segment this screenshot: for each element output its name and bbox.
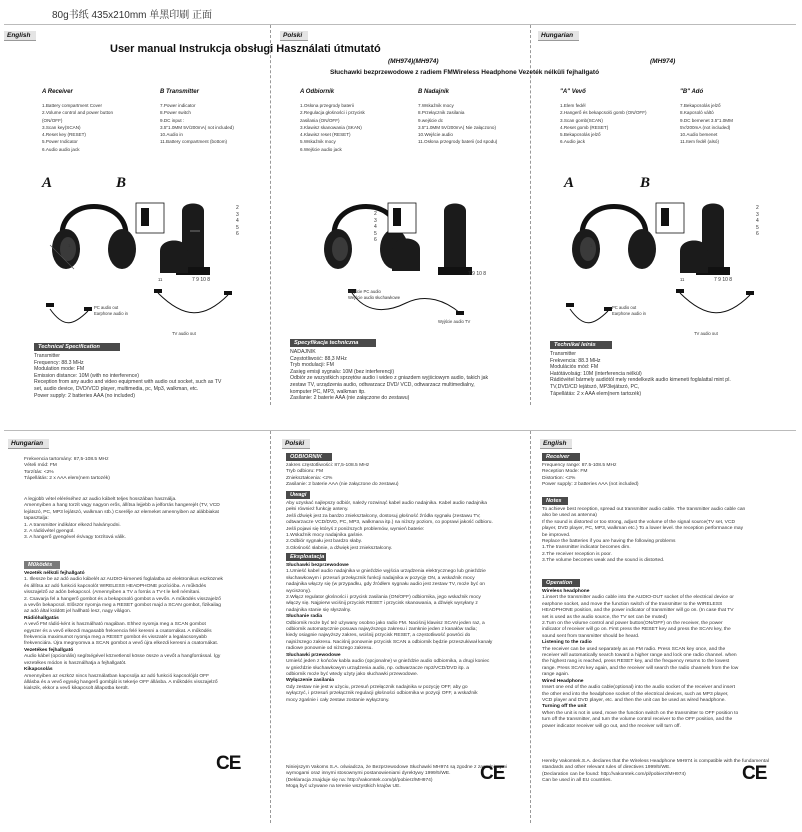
note-line: Replace the batteries if you are having the following problems (542, 539, 676, 545)
callout-number: 11 (680, 277, 685, 282)
cable-label: Wejście audio słuchawkowe (348, 295, 401, 300)
column-divider (530, 25, 531, 405)
note-line: 2.Odbiór sygnału jest bardzo słaby. (286, 539, 363, 545)
subheading: Listening to the radio (542, 640, 592, 646)
lang-tab-polski: Polski (280, 31, 308, 41)
callout-number: 3 (374, 217, 377, 224)
callout-number: 11 (158, 277, 163, 282)
spec-line: Transmitter (550, 351, 577, 357)
spec-line: Hatótávolság: 10M (interferencia nélkül) (550, 370, 642, 377)
cable-label: TV audio out (172, 331, 196, 336)
body-line: kialszik, ekkor a vevő kikapcsolt állapotba került. (24, 686, 129, 692)
spec-line: Tápellátás: 2 x AAA elem(nem tartozék) (550, 390, 642, 397)
transmitter-bottom-drawing (154, 239, 194, 275)
note-line: tapasztalja: (24, 516, 49, 522)
body-line: range. Press SCAN key again, and the receiver will search the radio channels from the low (542, 665, 739, 671)
body-line: wyłączyć, i przesuń przełącznik regulacji głośności odbiornika w pozycji OFF, a wskaźnik (286, 691, 478, 697)
declaration-line: Mogą być używane na terenie wszystkich krajów UE. (286, 784, 401, 790)
body-line: állásba és a vevő egység hangerő gombját is tekerje OFF állásba. A működés visszajelző (24, 679, 218, 685)
declaration-line: Niniejszym Vakoms S.A. oświadcza, że Bezprzewodowe Słuchawki MH974 są zgodne z zasadniczymi (286, 765, 508, 770)
body-line: nadajnika stanie się słyszalny. (286, 607, 352, 613)
body-line: set is used as the audio source, the TV set can be muted) (542, 614, 667, 620)
technical-spec-text (290, 349, 488, 402)
tv-cable-drawing (676, 289, 756, 329)
callout-number: 1 (590, 243, 593, 248)
part-item: 11.Osłona przegrody baterii (od spodu) (418, 139, 498, 145)
body-line: Audio kábel (opcionális) segítségével közvetlenül kösse össze a vevőt a hangforrással. Így (24, 654, 221, 660)
section-operation: Operation (542, 579, 580, 587)
part-item: 6.Audio audio jack (42, 146, 80, 152)
body-line: 2. Csavarja fel a hangerő gombot és a bekapcsoló gombot a vevőn. A működés visszajelző (24, 596, 221, 602)
label-a: A (564, 175, 575, 191)
part-item: 8.Power switch (160, 110, 191, 116)
part-item: 10.Audio in (160, 132, 183, 138)
operation-text (542, 589, 738, 730)
cable-label: PC audio out (94, 305, 119, 310)
part-item: 3.5"1.0MM 5V/200mA( Nie załączono) (418, 124, 496, 130)
part-item: 6.Wejście audio jack (300, 146, 342, 152)
spec-line: Frekvencia: 88.3 MHz (550, 357, 601, 364)
spec-line: Reception Mode: FM (542, 469, 588, 475)
callout-number: 6 (374, 237, 377, 243)
operation-text (286, 563, 492, 704)
headphone-receiver-drawing (564, 183, 664, 283)
technical-spec-text (34, 353, 221, 399)
spec-line: Zasięg emisji sygnału: 10M (bez interferencji) (290, 368, 395, 375)
body-line: sound sent from transmitter should be heard. (542, 633, 640, 639)
technical-spec-text (550, 351, 731, 397)
declaration-line: standards and other relevant rules of directives 1999/5/WE. (542, 765, 671, 771)
part-item: 5V/200mA (not included) (680, 124, 731, 130)
section-technical-specification: Specyfikacja techniczna (290, 339, 376, 347)
spec-line: Tryb odbioru: FM (286, 469, 324, 475)
subheading: Turning off the unit (542, 704, 587, 710)
note-line: A legjobb vétel eléréséhez az audio kábelt teljes hosszában használja. (24, 497, 177, 502)
spec-line: Zniekształcenia: <2% (286, 475, 333, 481)
body-line: the highest rang is reached, press RESET key, and the frequency returns to the lowest (542, 659, 730, 665)
body-line: odbiornik może być wtedy użyty jako słuchawki przewodowe. (286, 671, 419, 677)
lang-tab-english: English (540, 439, 572, 449)
body-line: visszajelző az adón bekapcsol. (Amennyiben a TV a forrás a TV-t le kell némítani. (24, 590, 201, 596)
part-item: 7.Power indicator (160, 103, 196, 108)
body-line: 2.Włącz regulator głośności i przycisk zasilania (ON/OFF) odbiornika, jego wskaźnik mocy (286, 595, 481, 601)
column-divider (530, 431, 531, 823)
spec-line: zestaw TV, urządzenia audio, odtwarzacz DVD/ VCD, odtwarzacz multimedialny, (290, 381, 475, 388)
part-item: 5.Power Indicator (42, 139, 78, 145)
transmitter-parts-list (680, 102, 733, 146)
body-line: és állítsa az adó funkció kapcsolót WIRELESS HEADPHONE pozícióba. A működés (24, 583, 207, 589)
cable-label: Wyjście audio TV (438, 319, 471, 324)
sheet-front-lower (4, 430, 796, 828)
section-notes: Uwagi (286, 491, 310, 499)
subheading: Wireless headphone (542, 589, 590, 594)
callout-number: 6 (236, 231, 239, 237)
body-line: 1. Illessze be az adó audio kábelét az AUDIO-kimeneti foglalatba az elektronikus eszköznek (24, 577, 223, 583)
subheading: Vezetékes fejhallgató (24, 647, 74, 653)
body-line: turn off the transmitter, and turn the volume control receiver to the OFF position, and the (542, 717, 733, 723)
part-item: 3.5"1.0MM 5V/200mA( not included) (160, 124, 234, 130)
notes-text (542, 507, 745, 565)
receiver-heading: A Receiver (42, 89, 73, 95)
part-item: 2.Hangerő és bekapcsoló gomb (ON/OFF) (560, 110, 647, 116)
callout-number: 4 (236, 218, 239, 224)
part-item: 1.Battery compartment Cover (42, 103, 102, 108)
body-line: When the unit is not in used, move the function switch on the transmitter to OFF position to (542, 710, 739, 716)
declaration-line: (Declaration can be found: http://vakomtek.com/pl/pobierz/MH974) (542, 771, 686, 777)
transmitter-heading: "B" Adó (680, 89, 704, 95)
part-item: 1.Osłona przegrody baterii (300, 103, 354, 108)
label-b: B (640, 175, 651, 191)
spec-line: komputer PC, MP3, walkman itp. (290, 388, 366, 395)
callout-numbers (374, 211, 377, 244)
subheading: Wyłączenie zasilania (286, 678, 335, 684)
note-line: 1.The transmitter indicator becomes dim. (542, 545, 631, 551)
transmitter-heading: B Transmitter (160, 89, 199, 95)
part-item: 7.Bekapcsolás jelző (680, 103, 721, 108)
note-line: 3. A hangerő gyengével és/vagy torzítová válik. (24, 535, 126, 541)
section-receiver: ODBIORNIK (286, 453, 332, 461)
note-line: odtwarzacze VCD/DVD, PC, MP3, walkmana itp.) na niższy poziom, co poprawi jakość odbioru. (286, 520, 493, 526)
spec-line: TV,DVD/CD lejátszó, MP3lejátszó, PC, (550, 383, 640, 390)
note-line: Jeśli dźwięk jest za bardzo zniekształcony, dostosuj głośność źródła sygnału (zestawu TV, (286, 513, 481, 519)
note-line: 1.Wskaźnik mocy nadajnika gaśnie. (286, 533, 364, 539)
part-item: 8.Kapcsoló váltó (680, 110, 714, 116)
spec-line: Modulációs mód: FM (550, 364, 599, 371)
note-line: 1. A transmitter indikátor elkezd halványodni. (24, 522, 121, 528)
declaration-text (286, 765, 507, 791)
body-line: range again. (542, 672, 570, 678)
spec-line: Frequency range: 87.5-108.5 MHz (542, 463, 617, 468)
body-line: kiedy osiągnie najwyższy zakres, wciśnij przycisk RESET, a częstotliwość powróci do (286, 633, 471, 639)
callout-number: 5 (374, 230, 377, 237)
column-divider (270, 431, 271, 823)
notes-text (286, 501, 493, 552)
subheading: Kikapcsolás (24, 667, 53, 673)
model-number: (MH974)(MH974) (388, 58, 439, 65)
body-line: wyciszony). (286, 588, 312, 594)
sheet-front-upper (4, 24, 796, 414)
note-line: Jeśli pojawi się któryś z poniższych problemów, wymień baterie: (286, 526, 425, 532)
body-line: the other end into the headphone socket of the electrical devices, such as MP3 player, (542, 691, 729, 697)
spec-line: Transmitter (34, 353, 61, 359)
transmitter-parts-list (160, 102, 234, 146)
body-line: 2.Turn on the volume control and power button(ON/OFF) on the receiver, the power (542, 621, 723, 627)
body-line: a vevőn bekapcsol. Először nyomja meg a RESET gombot majd a SCAN gombot, fizikailag (24, 603, 221, 609)
spec-line: Frekvencia tartomány: 87,5-108.5 MHz (24, 457, 109, 462)
part-item: 7.Wskaźnik mocy (418, 103, 454, 108)
body-line: Insert one end of the audio cable(optional) into the audio socket of the receiver and insert (542, 685, 736, 691)
declaration-line: Can be used in all EU countries. (542, 778, 612, 784)
part-item: 4.Klawisz reset (RESET) (300, 132, 351, 138)
part-item: 9.DC input : (160, 117, 185, 123)
receiver-parts-list (560, 102, 647, 146)
body-line: włączy się. Najpierw wciśnij przycisk RESET i przycisk skanowania, a dźwięk wysyłany z (286, 601, 478, 607)
part-item: zasilania (ON/OFF) (300, 117, 340, 123)
spec-line: Odbiór ze wszystkich sprzętów audio i wideo z gniazdem wyjściowym audio, takich jak (290, 375, 489, 382)
body-line: 1.insert the transmitter audio cable into the AUDIO-OUT socket of the electrical device or (542, 595, 734, 601)
callout-number: 3 (236, 211, 239, 218)
notes-text (24, 497, 220, 542)
subheading: Wired Headphone (542, 678, 584, 684)
lang-tab-english: English (4, 31, 36, 41)
body-line: A vevő FM rádió-ként is használható magában. Ehhez nyomja meg a SCAN gombot (24, 622, 206, 628)
part-item: 9.DC bemenet 3.5"1.0MM (680, 117, 733, 123)
callout-number: 1 (68, 243, 71, 248)
tv-cable-drawing (154, 289, 234, 329)
section-technical-specification: Technical Specification (34, 343, 120, 351)
receiver-heading: A Odbiornik (300, 89, 335, 95)
spec-line: Frequency: 88.3 MHz (34, 359, 84, 366)
callout-number: 5 (756, 224, 759, 231)
label-a: A (42, 175, 53, 191)
receiver-spec-text (542, 463, 639, 489)
subheading: Słuchawki przewodowe (286, 652, 341, 658)
note-line: lejátszó, PC, MP3 lejátszó, walkman stb.) Cserélje az elemeket amennyiben az alábbiakat (24, 509, 219, 515)
callout-number: 4 (374, 224, 377, 230)
body-line: indicator of receiver will go on. First press the RESET key and press the SCAN key, the (542, 627, 731, 633)
cable-label: Wyjście PC audio (348, 289, 381, 294)
note-line: 3.The volume becomes weak and the sound is distorted. (542, 558, 665, 564)
body-line: az adó által küldött jel hallható lesz, nagy világon. (24, 609, 132, 615)
body-line: Odbiornik może być też używany osobno jako radio FM. Naciśnij klawisz SCAN jeden raz, a (286, 620, 485, 626)
body-line: VCD player and DVD player, etc. and then the unit can be used as wired headphone. (542, 697, 726, 703)
part-item: 4.Reset gomb (RESET) (560, 124, 609, 130)
part-item: 6.Audio jack (560, 139, 586, 145)
part-item: 3.Scan key(SCAN) (42, 124, 81, 130)
spec-line: Distortion: <2% (542, 475, 576, 481)
spec-line: Torzítás: <2% (24, 469, 54, 475)
subheading: Vezeték nélküli fejhallgató (24, 571, 85, 576)
part-item: 9.wejście dc (418, 117, 444, 123)
spec-line: Zasilanie: 2 baterie AAA (nie załączone do zestawu) (286, 482, 399, 488)
operation-text (24, 571, 223, 693)
callout-number: 6 (756, 231, 759, 237)
note-line: If the sound is distorted or too strong, adjust the volume of the signal source(TV set, VCD (542, 519, 736, 525)
subheading: Słuchanie radia (286, 614, 323, 620)
note-line: 3.Głośność słabnie, a dźwięk jest zniekształcony. (286, 545, 393, 551)
body-line: mocy zgaśnie i cały zestaw zostanie wyłączony. (286, 697, 390, 703)
declaration-text (542, 759, 769, 785)
spec-line: Tápellátás: 2 x AAA elem(nem tartozék) (24, 476, 110, 482)
part-item: 5.Wskaźnik mocy (300, 139, 336, 145)
body-line: vezetékes módon is használhatja a fejhallgatót. (24, 660, 127, 666)
body-line: w gnieździe słuchawkowym urządzenia audio, np. odtwarzacze mp3/VCD/DVD itp. a (286, 665, 469, 671)
spec-line: NADAJNIK (290, 349, 316, 355)
section-technical-specification: Technikai leírás (550, 341, 612, 349)
subheading: Rádióhallgatás (24, 615, 59, 621)
spec-line: Tryb modulacji: FM (290, 362, 334, 369)
note-line: Aby uzyskać najlepszy odbiór, należy rozwinąć kabel audio nadajnika. Kabel audio nadajnika (286, 501, 487, 506)
headphone-receiver-drawing (44, 183, 144, 283)
lang-tab-hungarian: Hungarian (8, 439, 49, 449)
note-line: 2. A rádióvétel gyengül. (24, 529, 75, 535)
body-line: Gdy zestaw nie jest w użyciu, przesuń przełącznik nadajnika w pozycję OFF, aby go (286, 684, 468, 690)
spec-line: Emission distance: 10M (with no interference) (34, 372, 139, 379)
model-number: (MH974) (650, 58, 676, 65)
note-line: 2.The receiver reception is poor. (542, 551, 612, 557)
callout-number: 2 (374, 211, 377, 217)
manual-title: User manual Instrukcja obsługi Használati útmutató (110, 43, 381, 55)
note-line: To achieve best reception, spread out transmitter audio cable. The transmitter audio cable can (542, 507, 746, 512)
part-item: 2.Volume control and power button (42, 110, 113, 116)
part-item: 4.Reset key (RESET) (42, 132, 86, 138)
lang-tab-hungarian: Hungarian (538, 31, 579, 41)
cable-label: Earphone audio in (94, 311, 128, 316)
callout-numbers: 7 9 10 8 (468, 271, 487, 277)
part-item: 10.Audio bemenet (680, 132, 718, 138)
spec-line: set, audio device, DVD/VCD player, multimedia, pc, Mp3, walkman, etc. (34, 385, 199, 392)
body-line: Amennyiben az eszköz nincs használatban kapcsolja az adó funkció kapcsolóját OFF (24, 673, 210, 679)
body-line: nadajnika włączy się (w przypadku, gdy źródłem sygnału audio jest zestaw TV, może być on (286, 582, 485, 588)
spec-line: Modulation mode: FM (34, 366, 85, 373)
spec-line: zakres częstotliwości: 87,5-108.5 MHz (286, 463, 370, 468)
part-item: 2.Regulacja głośności i przycisk (300, 110, 365, 116)
spec-line: Zasilanie: 2 baterie AAA (nie załączone do zestawu) (290, 395, 410, 402)
part-item: 11.Item fedél (alsó) (680, 139, 719, 145)
part-item: (ON/OFF) (42, 117, 63, 123)
ce-mark: CE (742, 763, 767, 784)
part-item: 3.Klawisz skanowania (SKAN) (300, 124, 362, 130)
callout-number: 3 (756, 211, 759, 218)
body-line: egyszer és a vevő elkezdi magasabb frekvencia felé keresni a csatornákat. A működés (24, 628, 212, 634)
part-item: 11.Battery compartment (bottom) (160, 139, 228, 145)
part-item: 8.Przełącznik zasilania (418, 110, 465, 116)
part-item: 1.Elem fedél (560, 103, 586, 108)
spec-line: Power supply: 2 batteries AAA (no included) (34, 392, 135, 399)
body-line: Umieść jeden z końców kabla audio (opcjonalne) w gnieździe audio odbiornika, a drugi koniec (286, 659, 490, 665)
note-line: be improved. (542, 532, 571, 538)
label-b: B (116, 175, 127, 191)
section-operation: Működés (24, 561, 60, 569)
note-line: pełni również funkcję anteny. (286, 507, 349, 513)
callout-numbers: 7 9 10 8 (192, 277, 211, 283)
part-item: 3.Scan gomb(SCAN) (560, 117, 603, 123)
transmitter-parts-list (418, 102, 497, 146)
part-item: 10.Wejście audio (418, 132, 453, 138)
receiver-spec-text (286, 463, 399, 489)
spec-line: Rádióvétel bármely audiótól mely rendelkezik audio kimeneti foglalattal mint pl. (550, 377, 731, 384)
callout-numbers: 7 9 10 8 (714, 277, 733, 283)
body-line: radiowe ponownie od niższego zakresu. (286, 646, 373, 652)
body-line: frekvenciára. Újra megnyomva a SCAN gombot a vevő újra elkezdi keresni a csatornákat. (24, 641, 219, 647)
body-line: najniższego zakresu. Naciśnij ponownie przycisk SCAN a odbiornik będzie przeszukiwał kanały (286, 639, 493, 645)
callout-number: 4 (756, 218, 759, 224)
section-operation: Eksploatacja (286, 553, 326, 561)
body-line: frekvencia maximumot nyomja meg a RESET gombot és visszatér a legalacsonyabb (24, 635, 207, 641)
cable-label: TV audio out (694, 331, 718, 336)
note-line: Amennyiben a hang torzít vagy nagyon erős, állítsa lejjebb a jelforrás hangerejét (TV, VCD (24, 503, 220, 509)
spec-line: Vételi mód: FM (24, 463, 57, 469)
callout-numbers (756, 205, 759, 238)
part-item: 5.Bekapcsolás jelző (560, 132, 601, 138)
ce-mark: CE (480, 763, 505, 784)
product-subtitle: Słuchawki bezprzewodowe z radiem FMWireless Headphone Vezeték nélküli fejhallgató (330, 69, 600, 76)
declaration-line: (Deklaracja znajduje się na: http://vakomtek.com/pl/pobierz/MH974) (286, 777, 433, 783)
callout-number: 2 (236, 205, 239, 211)
body-line: receiver will automatically search toward a higher range and lock one radio channel. when (542, 653, 737, 659)
callout-number: 5 (236, 224, 239, 231)
ce-mark: CE (216, 753, 241, 774)
spec-line: Reception from any audio and video equipment with audio out socket, such as TV (34, 379, 222, 386)
cable-label: Earphone audio in (612, 311, 646, 316)
receiver-parts-list (42, 102, 113, 153)
body-line: słuchawkowym i przesuń przełącznik funkcji nadajnika w pozycję ON, a wskaźnik mocy (286, 575, 475, 581)
declaration-line: Hereby Vakomtek.S.A. declares that the Wireless Headphone MH974 is compatible with the fundamental (542, 759, 769, 764)
transmitter-heading: B Nadajnik (418, 89, 450, 95)
note-line: also be used as antenna) (542, 513, 597, 519)
body-line: odbiornik automatycznie posuwa najwyższego zakresu i zamknie jeden z kanałów radia; (286, 627, 477, 633)
spec-line: Częstotliwość: 88,3 MHz (290, 355, 347, 362)
column-divider (270, 25, 271, 405)
receiver-spec-text (24, 457, 110, 483)
receiver-parts-list (300, 102, 365, 153)
receiver-heading: "A" Vevő (560, 89, 586, 95)
section-notes: Notes (542, 497, 568, 505)
callout-numbers (236, 205, 239, 238)
body-line: 1.Umieść kabel audio nadajnika w gnieździe wyjścia urządzenia elektrycznego lub gnieździe (286, 569, 486, 575)
subheading: Słuchawki bezprzewodowe (286, 563, 349, 568)
section-receiver: Receiver (542, 453, 580, 461)
body-line: power indicator receiver will go out, and the receiver will turn off. (542, 723, 681, 729)
declaration-line: wymogami oraz innymi stosownymi postanowieniami dyrektywy 1999/5/WE. (286, 771, 451, 777)
cable-label: PC audio out (612, 305, 637, 310)
print-spec-note: 80g书纸 435x210mm 单黑印刷 正面 (52, 10, 213, 21)
lang-tab-polski: Polski (282, 439, 310, 449)
body-line: The receiver can be used separately as an FM radio. Press SCAN key once, and the (542, 646, 726, 652)
callout-number: 2 (756, 205, 759, 211)
transmitter-bottom-drawing (674, 239, 714, 275)
spec-line: Power supply: 2 batteries AAA (not included) (542, 482, 639, 488)
body-line: earphone socket, and move the function switch of the transmitter to the WIRELESS (542, 601, 723, 607)
note-line: player, DVD player, PC, MP3, walkman etc.) To a lower level. the reception performance may (542, 526, 744, 532)
transmitter-bottom-drawing (386, 237, 426, 273)
body-line: HEADPHONE position, and the power indicator of transmitter will go on. (In case that TV (542, 608, 734, 614)
